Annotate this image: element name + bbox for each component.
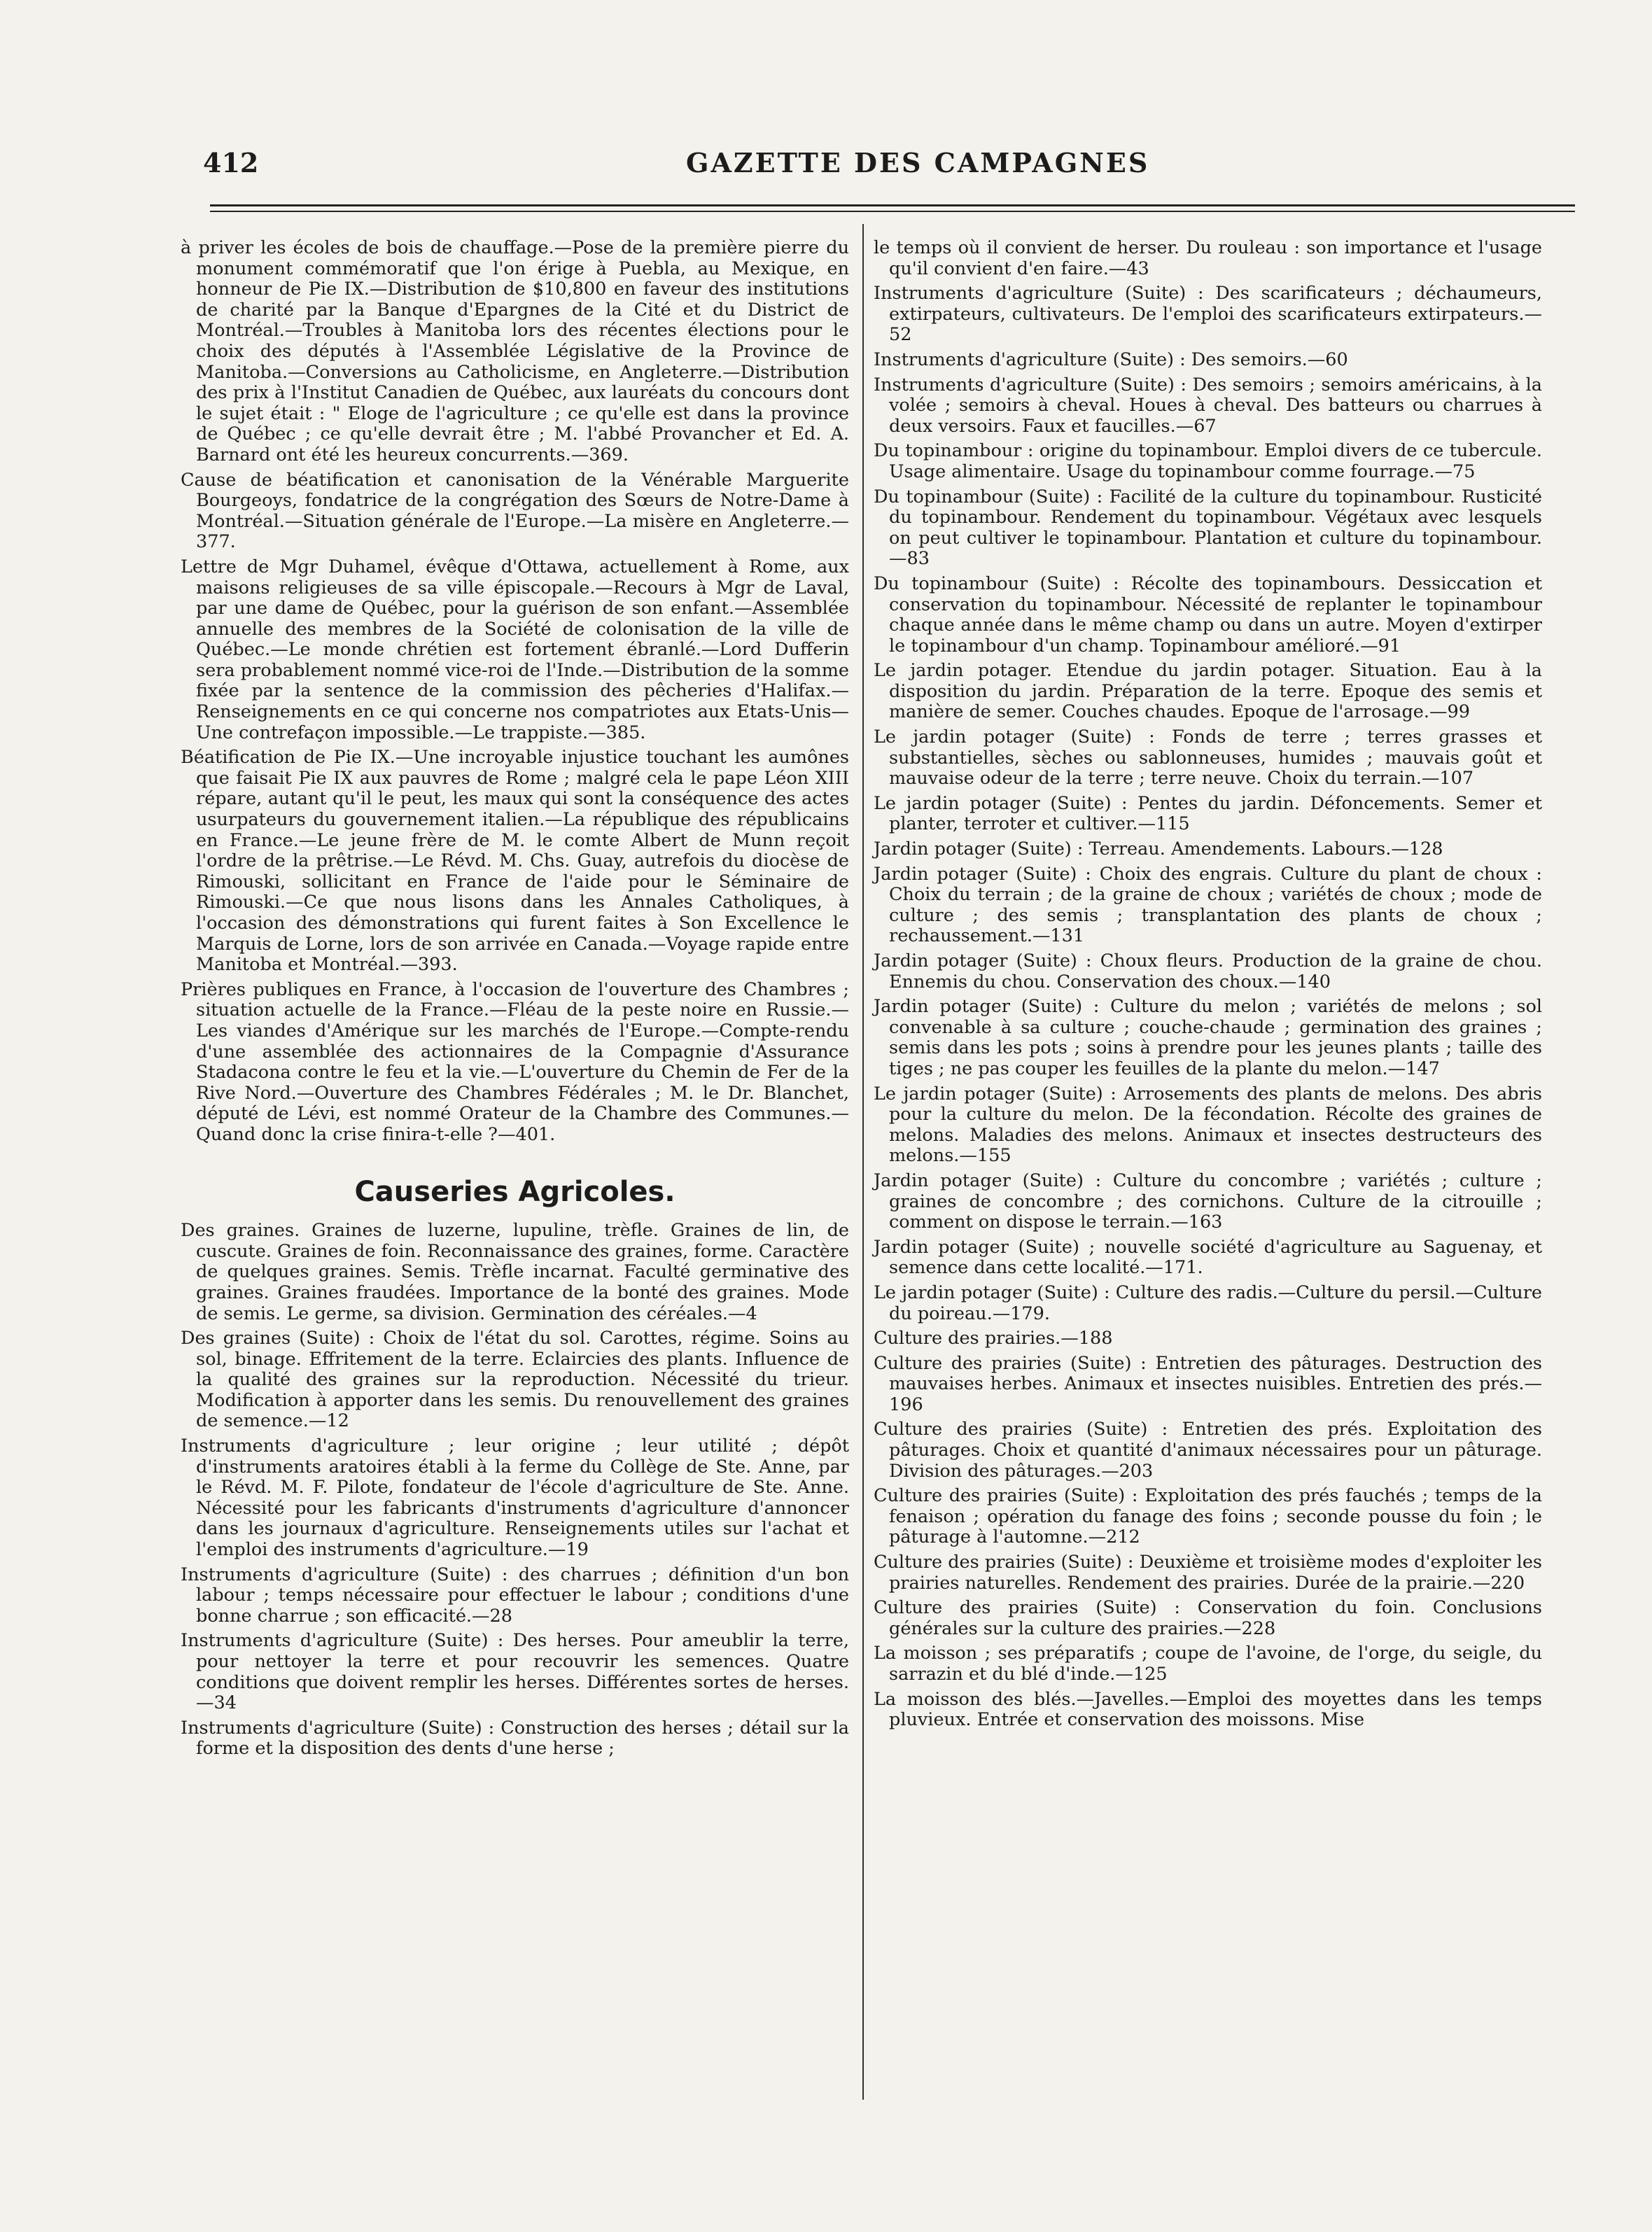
index-entry: Du topinambour (Suite) : Récolte des topinambours. Dessiccation et conservation du topinambour. Nécessité de replanter le topinambour chaque année dans le même champ ou dans un autre. Moyen d'extirper le topinambour d'un champ. Topinambour amélioré.—91 [874, 573, 1542, 657]
index-entry: Du topinambour (Suite) : Facilité de la culture du topinambour. Rusticité du topinambour. Rendement du topinambour. Végétaux avec lesquels on peut cultiver le topinambour. Plantation et culture du topinambour.—83 [874, 486, 1542, 570]
index-entry: Culture des prairies.—188 [874, 1328, 1113, 1349]
index-entry: La moisson des blés.—Javelles.—Emploi des moyettes dans les temps pluvieux. Entrée et conservation des moissons. Mise [874, 1688, 1542, 1731]
index-entry: La moisson ; ses préparatifs ; coupe de l'avoine, de l'orge, du seigle, du sarrazin et du blé d'inde.—125 [874, 1643, 1542, 1685]
index-entry: Du topinambour : origine du topinambour. Emploi divers de ce tubercule. Usage alimentaire. Usage du topinambour comme fourrage.—75 [874, 440, 1542, 482]
index-entry: Culture des prairies (Suite) : Entretien des pâturages. Destruction des mauvaises herbes. Animaux et insectes nuisibles. Entretien des prés.—196 [874, 1352, 1542, 1415]
right-column [874, 238, 1542, 1735]
index-entry: Instruments d'agriculture (Suite) : Des scarificateurs ; déchaumeurs, extirpateurs, cultivateurs. De l'emploi des scarificateurs extirpateurs.—52 [874, 283, 1542, 346]
index-entry: Culture des prairies (Suite) : Entretien des prés. Exploitation des pâturages. Choix et quantité d'animaux nécessaires pour un pâturage. Division des pâturages.—203 [874, 1419, 1542, 1482]
page-header [203, 147, 1575, 189]
index-entry: Le jardin potager (Suite) : Pentes du jardin. Défoncements. Semer et planter, terroter et cultiver.—115 [874, 792, 1542, 835]
index-entry: Instruments d'agriculture (Suite) : des charrues ; définition d'un bon labour ; temps nécessaire pour effectuer le labour ; conditions d'une bonne charrue ; son efficacité.—28 [181, 1564, 849, 1627]
index-entry: Culture des prairies (Suite) : Exploitation des prés fauchés ; temps de la fenaison ; opération du fanage des foins ; seconde pousse du foin ; le pâturage à l'automne.—212 [874, 1485, 1542, 1548]
index-entry: Jardin potager (Suite) : Choix des engrais. Culture du plant de choux : Choix du terrain ; de la graine de choux ; variétés de choux ; mode de culture ; des semis ; transplantation des plants de choux ; rechaussement.—131 [874, 863, 1542, 947]
index-entry: Jardin potager (Suite) ; nouvelle société d'agriculture au Saguenay, et semence dans cette localité.—171. [874, 1236, 1542, 1279]
index-entry: Le jardin potager (Suite) : Culture des radis.—Culture du persil.—Culture du poireau.—179. [874, 1282, 1542, 1324]
left-column [181, 238, 849, 1764]
index-entry: Le jardin potager. Etendue du jardin potager. Situation. Eau à la disposition du jardin. Préparation de la terre. Epoque des semis et manière de semer. Couches chaudes. Epoque de l'arrosage.—99 [874, 660, 1542, 723]
page-number: 412 [203, 147, 259, 178]
index-entry: Instruments d'agriculture ; leur origine ; leur utilité ; dépôt d'instruments aratoires établi à la ferme du Collège de Ste. Anne, par le Révd. M. F. Pilote, fondateur de l'école d'agriculture de Ste. Anne. Nécessité pour les fabricants d'instruments d'agriculture d'annoncer dans les journaux d'agriculture. Renseignements utiles sur l'achat et l'emploi des instruments d'agriculture.—19 [181, 1436, 849, 1561]
header-rule [210, 204, 1575, 212]
index-entry: Instruments d'agriculture (Suite) : Des semoirs ; semoirs américains, à la volée ; semoirs à cheval. Houes à cheval. Des batteurs ou charrues à deux versoirs. Faux et faucilles.—67 [874, 374, 1542, 437]
index-entry: Le jardin potager (Suite) : Fonds de terre ; terres grasses et substantielles, sèches ou sablonneuses, humides ; mauvais goût et mauvaise odeur de la terre ; terre neuve. Choix du terrain.—107 [874, 727, 1542, 789]
index-entry: Lettre de Mgr Duhamel, évêque d'Ottawa, actuellement à Rome, aux maisons religieuses de sa ville épiscopale.—Recours à Mgr de Laval, par une dame de Québec, pour la guérison de son enfant.—Assemblée annuelle des membres de la Société de colonisation de la ville de Québec.—Le monde chrétien est fortement ébranlé.—Lord Dufferin sera probablement nommé vice-roi de l'Inde.—Distribution de la somme fixée par la sentence de la commission des pêcheries d'Halifax.—Renseignements en ce qui concerne nos compatriotes aux Etats-Unis—Une contrefaçon impossible.—Le trappiste.—385. [181, 556, 849, 743]
index-entry: Culture des prairies (Suite) : Conservation du foin. Conclusions générales sur la culture des prairies.—228 [874, 1597, 1542, 1639]
index-entry: Culture des prairies (Suite) : Deuxième et troisième modes d'exploiter les prairies naturelles. Rendement des prairies. Durée de la prairie.—220 [874, 1552, 1542, 1594]
index-entry: à priver les écoles de bois de chauffage.—Pose de la première pierre du monument commémoratif que l'on érige à Puebla, au Mexique, en honneur de Pie IX.—Distribution de $10,800 en faveur des institutions de charité par la Banque d'Epargnes de la Cité et du District de Montréal.—Troubles à Manitoba lors des récentes élections pour le choix des députés à l'Assemblée Législative de la Province de Manitoba.—Conversions au Catholicisme, en Angleterre.—Distribution des prix à l'Institut Canadien de Québec, aux lauréats du concours dont le sujet était : " Eloge de l'agriculture ; ce qu'elle est dans la province de Québec ; ce qu'elle devrait être ; M. l'abbé Provancher et Ed. A. Barnard ont été les heureux concurrents.—369. [181, 237, 849, 465]
index-entry: Jardin potager (Suite) : Choux fleurs. Production de la graine de chou. Ennemis du chou. Conservation des choux.—140 [874, 950, 1542, 992]
index-entry: Jardin potager (Suite) : Culture du concombre ; variétés ; culture ; graines de concombre ; des cornichons. Culture de la citrouille ; comment on dispose le terrain.—163 [874, 1170, 1542, 1233]
section-heading: Causeries Agricoles. [354, 1175, 676, 1208]
index-entry: Le jardin potager (Suite) : Arrosements des plants de melons. Des abris pour la culture du melon. De la fécondation. Récolte des graines de melons. Maladies des melons. Animaux et insectes destructeurs des melons.—155 [874, 1083, 1542, 1167]
index-entry: Instruments d'agriculture (Suite) : Construction des herses ; détail sur la forme et la disposition des dents d'une herse ; [181, 1717, 849, 1760]
index-entry: Instruments d'agriculture (Suite) : Des herses. Pour ameublir la terre, pour nettoyer la terre et pour recouvrir les semences. Quatre conditions que doivent remplir les herses. Différentes sortes de herses.—34 [181, 1630, 849, 1714]
index-entry: Jardin potager (Suite) : Culture du melon ; variétés de melons ; sol convenable à sa culture ; couche-chaude ; germination des graines ; semis dans les pots ; soins à prendre pour les jeunes plants ; taille des tiges ; ne pas couper les feuilles de la plante du melon.—147 [874, 996, 1542, 1079]
index-entry: Des graines. Graines de luzerne, lupuline, trèfle. Graines de lin, de cuscute. Graines de foin. Reconnaissance des graines, forme. Caractère de quelques graines. Semis. Trèfle incarnat. Faculté germinative des graines. Graines fraudées. Importance de la bonté des graines. Mode de semis. Le germe, sa division. Germination des céréales.—4 [181, 1220, 849, 1324]
index-entry: Prières publiques en France, à l'occasion de l'ouverture des Chambres ; situation actuelle de la France.—Fléau de la peste noire en Russie.—Les viandes d'Amérique sur les marchés de l'Europe.—Compte-rendu d'une assemblée des actionnaires de la Compagnie d'Assurance Stadacona contre le feu et la vie.—L'ouverture du Chemin de Fer de la Rive Nord.—Ouverture des Chambres Fédérales ; M. le Dr. Blanchet, député de Lévi, est nommé Orateur de la Chambre des Communes.—Quand donc la crise finira-t-elle ?—401. [181, 978, 849, 1145]
index-entry: Des graines (Suite) : Choix de l'état du sol. Carottes, régime. Soins au sol, binage. Effritement de la terre. Eclaircies des plants. Influence de la qualité des graines sur la reproduction. Nécessité du trieur. Modification à apporter dans les semis. Du renouvellement des graines de semence.—12 [181, 1328, 849, 1432]
index-entry: le temps où il convient de herser. Du rouleau : son importance et l'usage qu'il convient d'en faire.—43 [874, 237, 1542, 279]
index-entry: Jardin potager (Suite) : Terreau. Amendements. Labours.—128 [874, 838, 1443, 860]
journal-title: GAZETTE DES CAMPAGNES [686, 147, 1150, 178]
column-divider [862, 224, 864, 2100]
index-entry: Instruments d'agriculture (Suite) : Des semoirs.—60 [874, 349, 1348, 370]
index-entry: Cause de béatification et canonisation de la Vénérable Marguerite Bourgeoys, fondatrice de la congrégation des Sœurs de Notre-Dame à Montréal.—Situation générale de l'Europe.—La misère en Angleterre.—377. [181, 469, 849, 553]
index-entry: Béatification de Pie IX.—Une incroyable injustice touchant les aumônes que faisait Pie IX aux pauvres de Rome ; malgré cela le pape Léon XIII répare, autant qu'il le peut, les maux qui sont la conséquence des actes usurpateurs du gouvernement italien.—La république des républicains en France.—Le jeune frère de M. le comte Albert de Munn reçoit l'ordre de la prêtrise.—Le Révd. M. Chs. Guay, autrefois du diocèse de Rimouski, sollicitant en France de l'aide pour le Séminaire de Rimouski.—Ce que nous lisons dans les Annales Catholiques, à l'occasion des démonstrations qui furent faites à Son Excellence le Marquis de Lorne, lors de son arrivée en Canada.—Voyage rapide entre Manitoba et Montréal.—393. [181, 747, 849, 976]
